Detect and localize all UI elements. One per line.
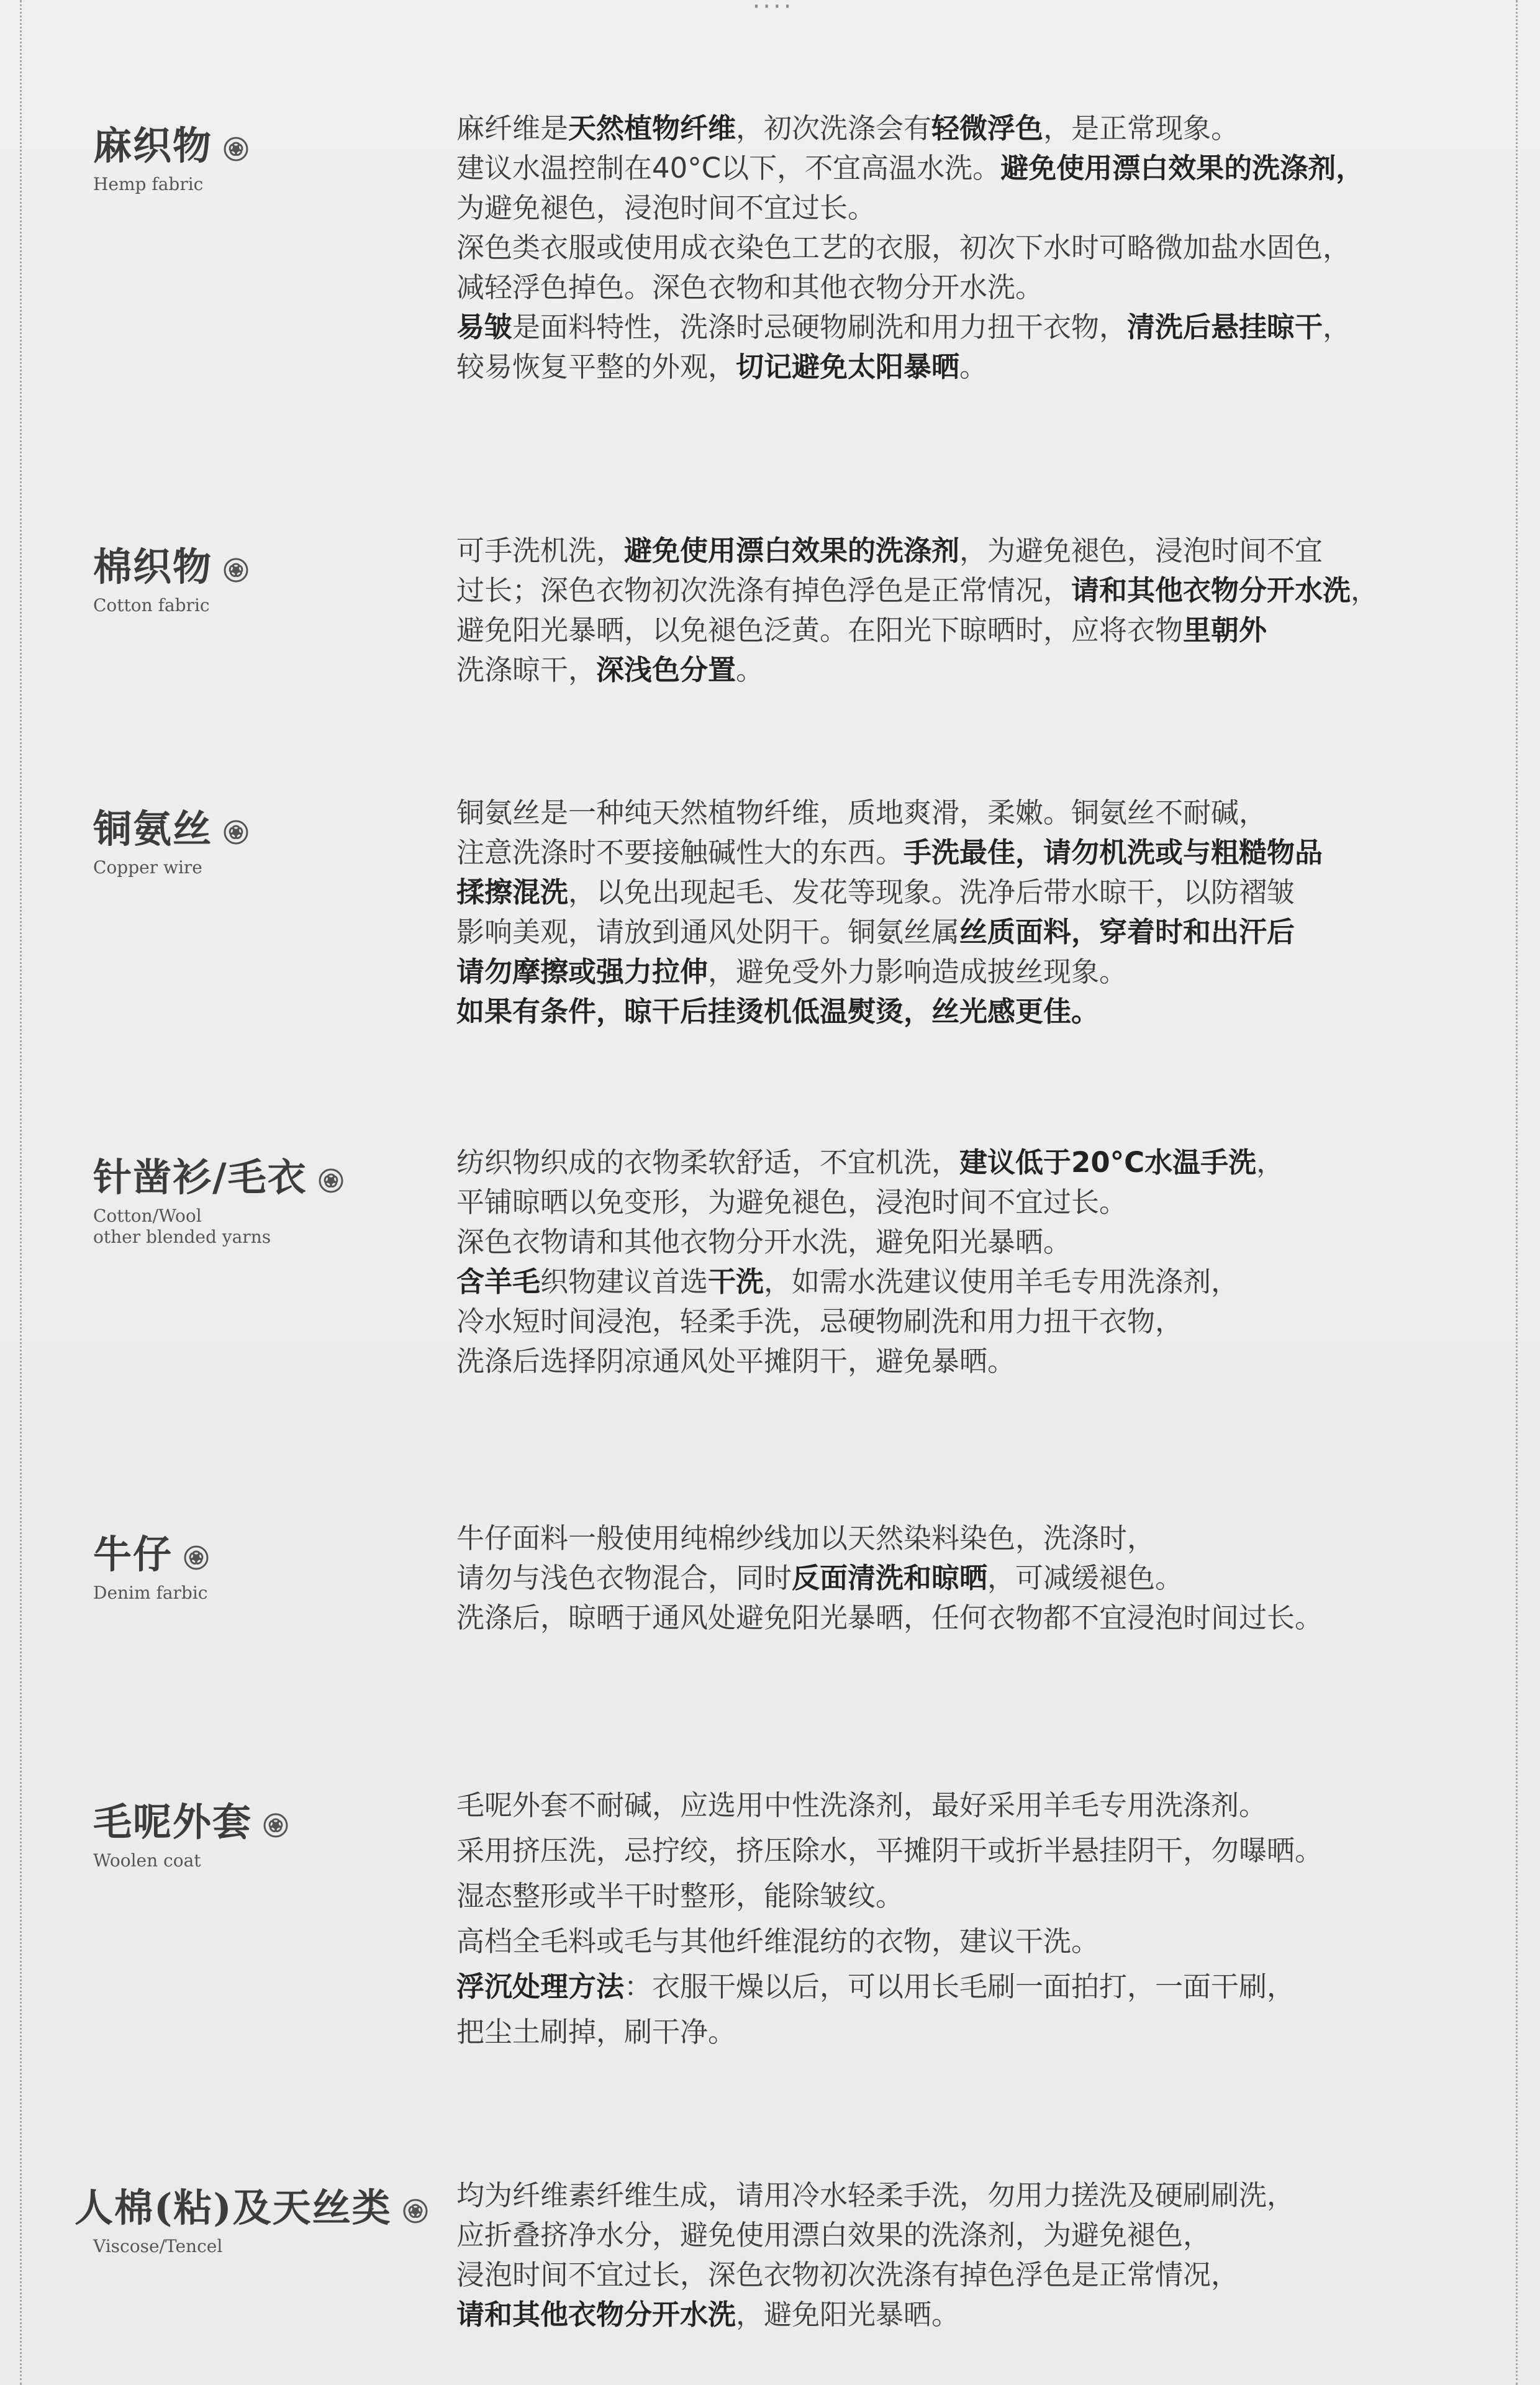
- section-text: [456, 531, 1512, 690]
- emphasis-text: 如果有条件，晾干后挂烫机低温熨烫，丝光感更佳。: [456, 995, 1100, 1028]
- body-line: [456, 650, 1512, 690]
- body-text: 避免阳光暴晒，以免褪色泛黄。在阳光下晾晒时，应将衣物: [456, 614, 1184, 647]
- body-line: [456, 1828, 1512, 1873]
- emphasis-text: 请和其他衣物分开水洗: [1071, 574, 1351, 607]
- body-text: ，: [1351, 574, 1379, 607]
- body-line: [456, 2215, 1512, 2255]
- body-line: [456, 1919, 1512, 1964]
- section-title: [93, 536, 441, 591]
- emphasis-text: 易皱: [456, 311, 513, 343]
- section-title: [93, 115, 441, 170]
- body-text: 麻纤维是: [456, 112, 569, 145]
- body-line: [456, 1222, 1512, 1262]
- body-text: 深色衣物请和其他衣物分开水洗，避免阳光暴晒。: [456, 1225, 1072, 1258]
- body-line: [456, 1342, 1512, 1381]
- flower-icon: [316, 1160, 346, 1189]
- body-text: 牛仔面料一般使用纯棉纱线加以天然染料染色，洗涤时，: [456, 1522, 1156, 1555]
- body-line: [456, 2295, 1512, 2335]
- body-text: 浸泡时间不宜过长，深色衣物初次洗涤有掉色浮色是正常情况，: [456, 2258, 1239, 2291]
- emphasis-text: 避免使用漂白效果的洗涤剂，: [1000, 152, 1364, 184]
- body-line: [456, 1873, 1512, 1919]
- body-line: [456, 1598, 1512, 1638]
- body-line: [456, 793, 1512, 833]
- body-text: 建议水温控制在40°C以下，不宜高温水洗。: [456, 152, 1001, 184]
- body-text: 湿态整形或半干时整形，能除皱纹。: [456, 1879, 904, 1912]
- section-subtitle: Hemp fabric: [93, 174, 204, 194]
- body-line: [456, 1143, 1512, 1183]
- emphasis-text: 干洗: [708, 1265, 764, 1298]
- emphasis-text: 深浅色分置: [596, 653, 736, 686]
- body-text: 较易恢复平整的外观，: [456, 350, 736, 383]
- section-title-text: 毛呢外套: [93, 1799, 253, 1845]
- body-text: 洗涤后，晾晒于通风处避免阳光暴晒，任何衣物都不宜浸泡时间过长。: [456, 1601, 1323, 1634]
- body-line: [456, 531, 1512, 571]
- body-line: [456, 571, 1512, 611]
- section-label: [93, 115, 441, 195]
- body-text: 是面料特性，洗涤时忌硬物刷洗和用力扭干衣物，: [512, 311, 1128, 343]
- emphasis-text: 反面清洗和晾晒: [792, 1561, 988, 1594]
- body-line: [456, 873, 1512, 912]
- body-text: 。: [736, 653, 764, 686]
- body-text: 注意洗涤时不要接触碱性大的东西。: [456, 836, 904, 869]
- body-line: [456, 2009, 1512, 2055]
- flower-icon: [221, 549, 251, 579]
- body-text: 采用挤压洗，忌拧绞，挤压除水，平摊阴干或折半悬挂阴干，勿曝晒。: [456, 1834, 1323, 1867]
- section-label: [93, 1147, 441, 1248]
- body-text: 。: [959, 350, 988, 383]
- emphasis-text: 手洗最佳，请勿机洗或与粗糙物品: [904, 836, 1323, 869]
- body-text: ，避免阳光暴晒。: [736, 2298, 960, 2331]
- body-line: [456, 1783, 1512, 1828]
- body-text: 减轻浮色掉色。深色衣物和其他衣物分开水洗。: [456, 271, 1044, 304]
- section-title: [75, 2177, 447, 2232]
- section-text: [456, 2176, 1512, 2335]
- emphasis-text: 浮沉处理方法: [456, 1970, 625, 2003]
- body-line: [456, 2176, 1512, 2215]
- section-title: [93, 798, 441, 853]
- flower-icon: [221, 811, 251, 841]
- body-line: [456, 952, 1512, 992]
- body-text: ：衣服干燥以后，可以用长毛刷一面拍打，一面干刷，: [624, 1970, 1295, 2003]
- body-text: ，避免受外力影响造成披丝现象。: [708, 955, 1128, 988]
- body-line: [456, 307, 1512, 347]
- body-text: 洗涤后选择阴凉通风处平摊阴干，避免暴晒。: [456, 1345, 1016, 1378]
- body-text: 影响美观，请放到通风处阴干。铜氨丝属: [456, 915, 960, 948]
- emphasis-text: 里朝外: [1183, 614, 1267, 647]
- emphasis-text: 揉擦混洗: [456, 876, 569, 909]
- body-line: [456, 228, 1512, 268]
- body-line: [456, 1302, 1512, 1342]
- section-subtitle: Cotton fabric: [93, 595, 210, 616]
- section-subtitle: Viscose/Tencel: [93, 2236, 223, 2256]
- body-line: [456, 2255, 1512, 2295]
- section-label: [75, 2177, 447, 2257]
- body-text: ，: [1256, 1146, 1285, 1179]
- body-text: ，初次洗涤会有: [736, 112, 932, 145]
- body-text: 洗涤晾干，: [456, 653, 597, 686]
- body-line: [456, 1519, 1512, 1558]
- section-title-text: 针凿衫/毛衣: [93, 1155, 307, 1200]
- body-line: [456, 148, 1512, 188]
- section-text: [456, 1783, 1512, 2055]
- body-line: [456, 1964, 1512, 2009]
- section-text: [456, 1143, 1512, 1381]
- body-line: [456, 109, 1512, 148]
- body-line: [456, 1183, 1512, 1222]
- section-text: [456, 1519, 1512, 1638]
- body-text: 高档全毛料或毛与其他纤维混纺的衣物，建议干洗。: [456, 1925, 1100, 1958]
- flower-icon: [181, 1537, 211, 1566]
- top-indicator: ····: [752, 0, 794, 21]
- section-title-text: 麻织物: [93, 123, 213, 168]
- body-line: [456, 912, 1512, 952]
- emphasis-text: 请和其他衣物分开水洗: [456, 2298, 736, 2331]
- emphasis-text: 清洗后悬挂晾干: [1127, 311, 1323, 343]
- body-text: 深色类衣服或使用成衣染色工艺的衣服，初次下水时可略微加盐水固色，: [456, 231, 1351, 264]
- body-line: [456, 611, 1512, 650]
- body-text: ，如需水洗建议使用羊毛专用洗涤剂，: [764, 1265, 1239, 1298]
- body-line: [456, 1262, 1512, 1302]
- body-text: ，以免出现起毛、发花等现象。洗净后带水晾干，以防褶皱: [568, 876, 1295, 909]
- section-title: [93, 1147, 441, 1202]
- body-line: [456, 1558, 1512, 1598]
- section-label: [93, 1791, 441, 1871]
- body-text: 应折叠挤净水分，避免使用漂白效果的洗涤剂，为避免褪色，: [456, 2219, 1212, 2251]
- body-line: [456, 347, 1512, 387]
- body-text: 冷水短时间浸泡，轻柔手洗，忌硬物刷洗和用力扭干衣物，: [456, 1305, 1184, 1338]
- emphasis-text: 丝质面料，穿着时和出汗后: [959, 915, 1295, 948]
- section-title-text: 铜氨丝: [93, 806, 213, 852]
- body-line: [456, 188, 1512, 228]
- emphasis-text: 天然植物纤维: [568, 112, 736, 145]
- body-text: ，是正常现象。: [1043, 112, 1239, 145]
- section-label: [93, 1524, 441, 1604]
- body-text: 过长；深色衣物初次洗涤有掉色浮色是正常情况，: [456, 574, 1072, 607]
- body-text: ，: [1323, 311, 1351, 343]
- body-text: 为避免褪色，浸泡时间不宜过长。: [456, 191, 876, 224]
- flower-icon: [221, 128, 251, 158]
- body-text: 平铺晾晒以免变形，为避免褪色，浸泡时间不宜过长。: [456, 1186, 1128, 1219]
- emphasis-text: 建议低于20°C水温手洗: [959, 1146, 1257, 1179]
- body-text: 铜氨丝是一种纯天然植物纤维，质地爽滑，柔嫩。铜氨丝不耐碱，: [456, 796, 1267, 829]
- body-text: 把尘土刷掉，刷干净。: [456, 2015, 736, 2048]
- flower-icon: [401, 2190, 430, 2220]
- body-text: 可手洗机洗，: [456, 534, 625, 567]
- section-title-text: 人棉(粘)及天丝类: [75, 2185, 392, 2230]
- section-title: [93, 1791, 441, 1847]
- section-title-text: 牛仔: [93, 1532, 173, 1577]
- body-text: 均为纤维素纤维生成，请用冷水轻柔手洗，勿用力搓洗及硬刷刷洗，: [456, 2179, 1295, 2212]
- body-text: ，可减缓褪色。: [987, 1561, 1184, 1594]
- body-text: 毛呢外套不耐碱，应选用中性洗涤剂，最好采用羊毛专用洗涤剂。: [456, 1789, 1267, 1822]
- section-subtitle: Copper wire: [93, 857, 202, 878]
- emphasis-text: 避免使用漂白效果的洗涤剂: [624, 534, 960, 567]
- section-subtitle: Woolen coat: [93, 1850, 201, 1871]
- emphasis-text: 切记避免太阳暴晒: [736, 350, 960, 383]
- section-label: [93, 536, 441, 616]
- section-label: [93, 798, 441, 878]
- body-text: 请勿与浅色衣物混合，同时: [456, 1561, 792, 1594]
- section-title-text: 棉织物: [93, 544, 213, 589]
- body-text: ，为避免褪色，浸泡时间不宜: [959, 534, 1323, 567]
- section-title: [93, 1524, 441, 1579]
- emphasis-text: 轻微浮色: [931, 112, 1044, 145]
- emphasis-text: 请勿摩擦或强力拉伸: [456, 955, 709, 988]
- body-line: [456, 992, 1512, 1032]
- body-text: 纺织物织成的衣物柔软舒适，不宜机洗，: [456, 1146, 960, 1179]
- flower-icon: [261, 1804, 291, 1834]
- section-text: [456, 793, 1512, 1032]
- body-line: [456, 833, 1512, 873]
- body-text: 织物建议首选: [540, 1265, 709, 1298]
- section-text: [456, 109, 1512, 387]
- section-subtitle: Cotton/Wool other blended yarns: [93, 1206, 271, 1247]
- body-line: [456, 268, 1512, 307]
- emphasis-text: 含羊毛: [456, 1265, 541, 1298]
- section-subtitle: Denim farbic: [93, 1583, 208, 1603]
